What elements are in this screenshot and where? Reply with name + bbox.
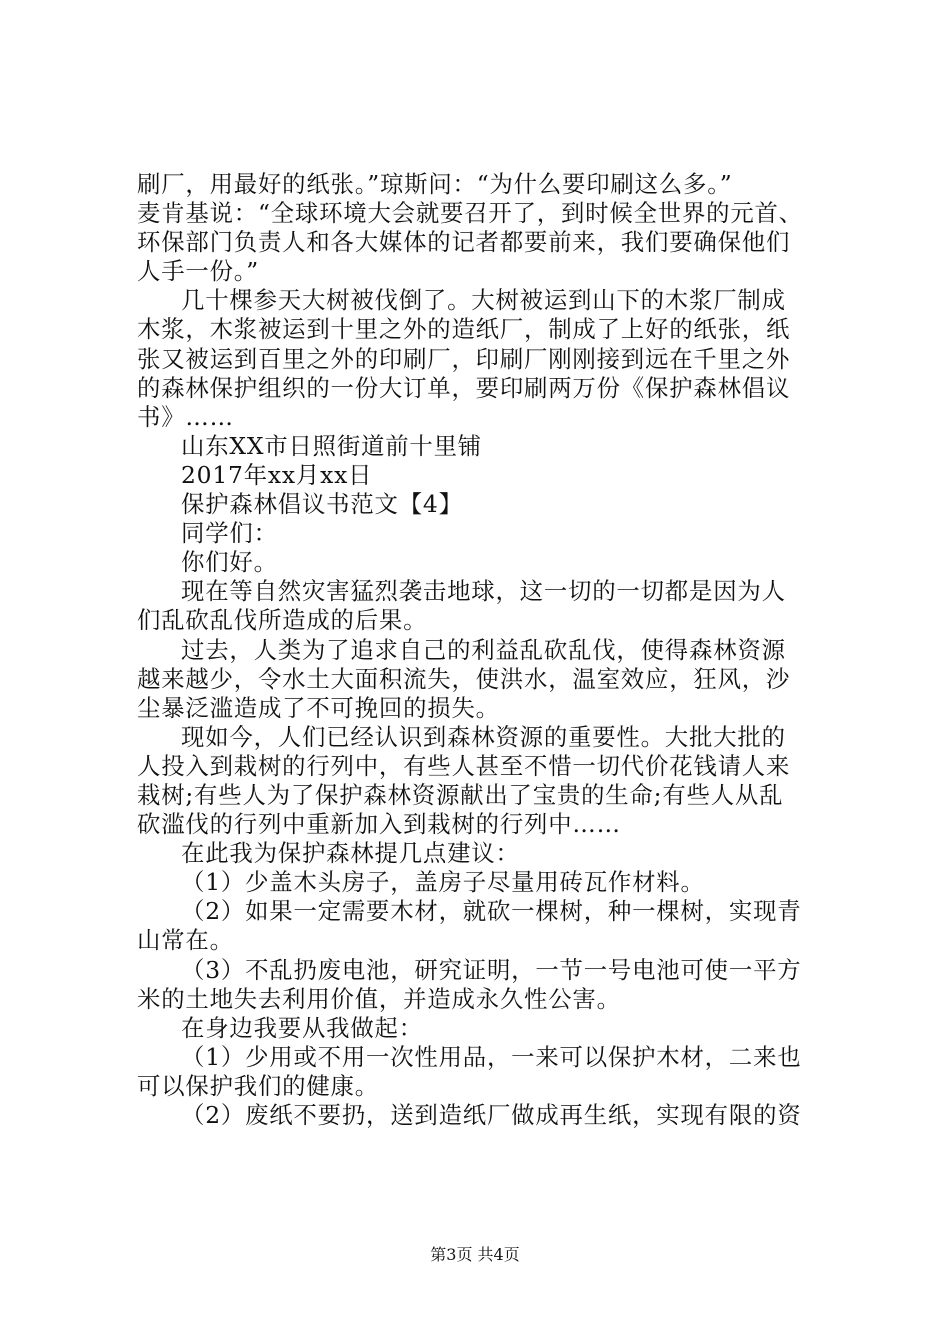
- list-item-line: （3）不乱扔废电池，研究证明，一节一号电池可使一平方: [181, 955, 802, 984]
- text-line: 山常在。: [137, 926, 234, 955]
- text-line: 环保部门负责人和各大媒体的记者都要前来，我们要确保他们: [137, 228, 791, 257]
- paragraph-start-line: 现如今，人们已经认识到森林资源的重要性。大批大批的: [181, 722, 786, 751]
- document-body: [137, 170, 833, 1130]
- address-line: 山东XX市日照街道前十里铺: [181, 431, 482, 460]
- text-line: 木浆，木浆被运到十里之外的造纸厂，制成了上好的纸张，纸: [137, 315, 791, 344]
- list-item-line: （2）废纸不要扔，送到造纸厂做成再生纸，实现有限的资: [181, 1101, 802, 1129]
- paragraph-start-line: 几十棵参天大树被伐倒了。大树被运到山下的木浆厂制成: [181, 286, 786, 315]
- text-line: 尘暴泛滥造成了不可挽回的损失。: [137, 693, 500, 722]
- date-line: 2017年xx月xx日: [181, 460, 373, 489]
- salutation-line: 同学们：: [181, 519, 278, 548]
- text-line: 麦肯基说：“全球环境大会就要召开了，到时候全世界的元首、: [137, 199, 803, 228]
- paragraph-start-line: 过去，人类为了追求自己的利益乱砍乱伐，使得森林资源: [181, 635, 786, 664]
- text-line: 可以保护我们的健康。: [137, 1071, 379, 1100]
- text-line: 米的土地失去利用价值，并造成永久性公害。: [137, 984, 621, 1013]
- text-line: 人投入到栽树的行列中，有些人甚至不惜一切代价花钱请人来: [137, 751, 791, 780]
- paragraph-start-line: 现在等自然灾害猛烈袭击地球，这一切的一切都是因为人: [181, 577, 786, 606]
- list-item-line: （1）少盖木头房子，盖房子尽量用砖瓦作材料。: [181, 868, 705, 897]
- text-line: 张又被运到百里之外的印刷厂，印刷厂刚刚接到远在千里之外: [137, 344, 791, 373]
- text-line: 刷厂，用最好的纸张。”琼斯问：“为什么要印刷这么多。”: [137, 170, 733, 198]
- text-line: 越来越少，令水土大面积流失，使洪水，温室效应，狂风，沙: [137, 664, 791, 693]
- text-line: 的森林保护组织的一份大订单，要印刷两万份《保护森林倡议: [137, 373, 791, 402]
- list-item-line: （1）少用或不用一次性用品，一来可以保护木材，二来也: [181, 1042, 802, 1071]
- section-title: 保护森林倡议书范文【4】: [181, 490, 463, 519]
- text-line: 人手一份。”: [137, 257, 260, 286]
- paragraph-start-line: 在此我为保护森林提几点建议：: [181, 839, 520, 868]
- text-line: 砍滥伐的行列中重新加入到栽树的行列中……: [137, 810, 621, 839]
- text-line: 书》……: [137, 402, 234, 431]
- page-number-footer: 第3页 共4页: [430, 1245, 520, 1264]
- paragraph-start-line: 在身边我要从我做起：: [181, 1013, 423, 1042]
- text-line: 栽树;有些人为了保护森林资源献出了宝贵的生命;有些人从乱: [137, 780, 784, 809]
- list-item-line: （2）如果一定需要木材，就砍一棵树，种一棵树，实现青: [181, 897, 802, 926]
- text-line: 们乱砍乱伐所造成的后果。: [137, 606, 428, 635]
- greeting-line: 你们好。: [181, 548, 278, 577]
